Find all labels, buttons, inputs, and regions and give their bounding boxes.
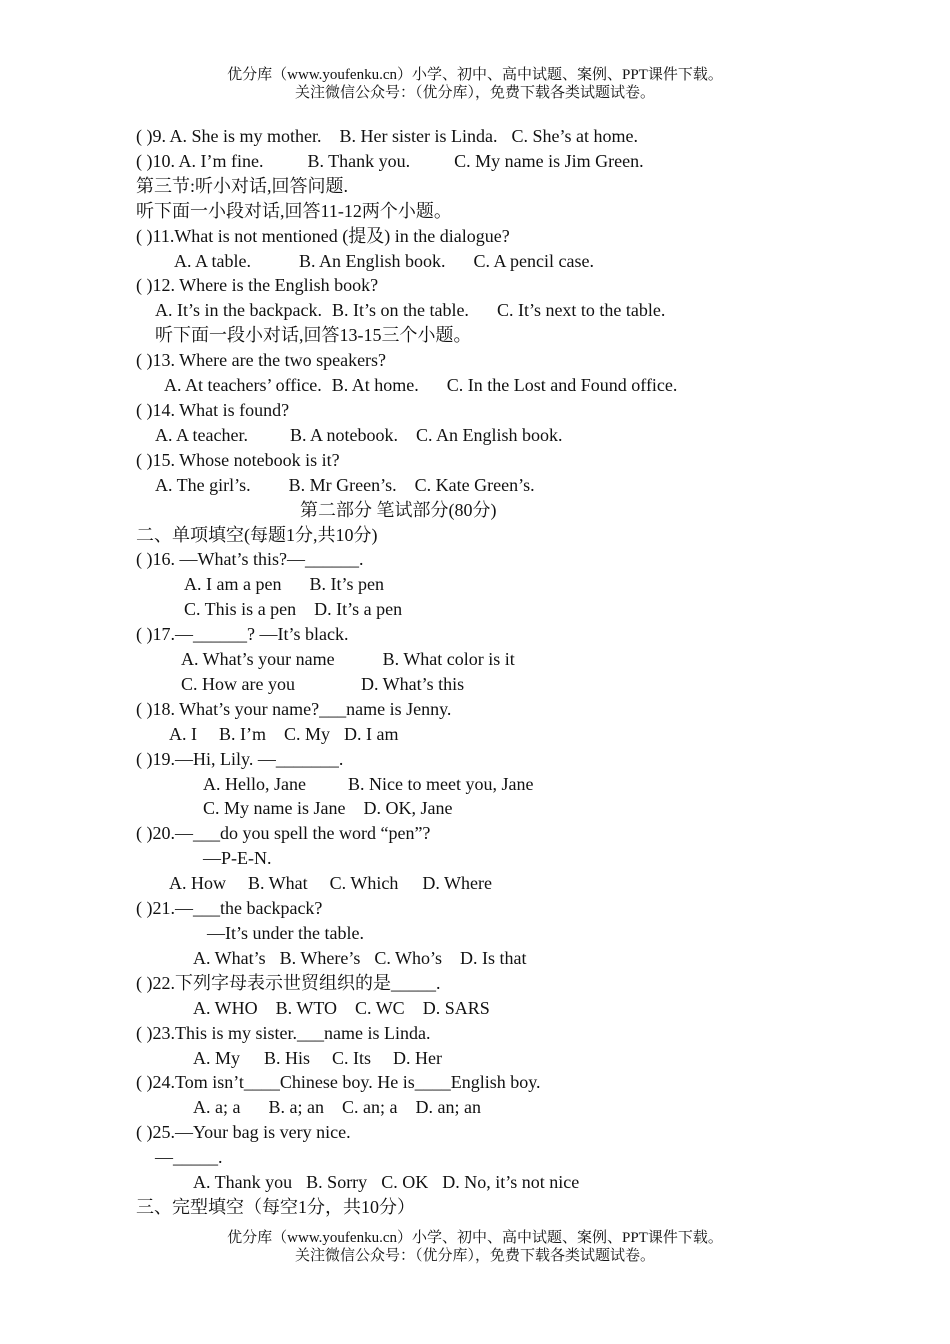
answer-option: C. OK [381,1172,429,1193]
exam-line [136,1195,836,1220]
exam-line [136,298,836,323]
answer-option: B. An English book. [299,250,446,271]
answer-option: D. an; an [415,1097,481,1118]
exam-line [136,174,836,199]
answer-option: B. Her sister is Linda. [339,126,498,146]
line-text: 第三节:听小对话,回答问题. [136,175,348,196]
answer-option: B. Sorry [306,1172,368,1193]
exam-line [136,1046,836,1071]
answer-option: C. Kate Green’s. [414,474,535,495]
answer-option: D. OK, Jane [363,798,453,819]
exam-line [136,373,836,398]
exam-line [136,622,836,647]
answer-option: B. WTO [275,997,338,1018]
answer-option: A. What’s your name [181,649,335,670]
exam-line [136,1095,836,1120]
answer-option: D. Is that [460,947,527,968]
line-text: 听下面一小段对话,回答11-12两个小题。 [136,200,452,221]
exam-line [136,124,836,149]
answer-option: C. It’s next to the table. [496,300,666,321]
answer-option: A. a; a [193,1097,241,1118]
answer-option: C. This is a pen [184,599,297,620]
exam-line [136,672,836,697]
answer-option: A. My [193,1047,241,1068]
exam-content [136,124,836,1220]
exam-line [136,273,836,298]
line-text: ( )17.—______? —It’s black. [136,624,349,645]
exam-line [136,996,836,1021]
exam-line [136,448,836,473]
answer-option: B. A notebook. [289,424,398,445]
answer-option: C. My name is Jim Green. [454,150,644,171]
line-text: ( )21.—___the backpack? [136,898,323,919]
footer-line-2: 关注微信公众号：（优分库），免费下载各类试题试卷。 [294,1248,655,1264]
exam-line [136,896,836,921]
exam-line [136,697,836,722]
exam-line [136,821,836,846]
exam-line [136,224,836,249]
answer-option: C. an; a [341,1097,398,1118]
answer-option: A. I am a pen [184,574,282,595]
line-text: ( )19.—Hi, Lily. —_______. [136,748,344,769]
exam-line [136,772,836,797]
answer-option: A. The girl’s. [155,474,251,495]
answer-option: D. No, it’s not nice [442,1172,580,1193]
answer-option: B. At home. [331,375,419,396]
answer-option: A. I [169,723,197,744]
answer-option: A. What’s [193,947,266,968]
line-text: ( )12. Where is the English book? [136,275,379,296]
answer-option: B. Mr Green’s. [288,474,397,495]
answer-option: B. What color is it [382,649,515,670]
exam-line [136,921,836,946]
line-text: ( )14. What is found? [136,399,290,420]
header-line-2: 关注微信公众号：（优分库），免费下载各类试题试卷。 [294,85,655,101]
answer-option: B. His [264,1047,311,1068]
answer-option: C. An English book. [416,424,563,445]
line-text: ( )15. Whose notebook is it? [136,449,340,470]
exam-line [136,1120,836,1145]
exam-line [136,971,836,996]
answer-option: A. WHO [193,997,258,1018]
answer-option: A. How [169,873,226,894]
answer-option: ( )9. A. She is my mother. [136,126,322,146]
line-text: ( )16. —What’s this?—______. [136,549,364,570]
page-header [0,66,950,102]
exam-line [136,647,836,672]
exam-line [136,796,836,821]
exam-line [136,1070,836,1095]
line-text: 第二部分 笔试部分(80分) [300,499,497,520]
line-text: 三、完型填空（每空1分，共10分） [136,1196,415,1217]
answer-option: A. Hello, Jane [203,773,306,794]
exam-line [136,1145,836,1170]
answer-option: D. Where [422,873,492,894]
answer-option: B. What [248,873,308,894]
page-footer [0,1229,950,1265]
line-text: ( )22.下列字母表示世贸组织的是_____. [136,972,441,993]
answer-option: B. Thank you. [307,150,411,171]
exam-line [136,946,836,971]
line-text: ( )18. What’s your name?___name is Jenny. [136,698,452,719]
line-text: 听下面一段小对话,回答13-15三个小题。 [155,325,472,346]
answer-option: C. In the Lost and Found office. [446,375,678,396]
line-text: ( )25.—Your bag is very nice. [136,1122,351,1143]
line-text: ( )24.Tom isn’t____Chinese boy. He is____English boy. [136,1072,541,1093]
answer-option: B. Where’s [279,947,361,968]
answer-option: D. SARS [422,997,490,1018]
exam-line [136,348,836,373]
exam-line [136,473,836,498]
answer-option: C. A pencil case. [473,250,594,271]
exam-line [136,547,836,572]
line-text: ( )11.What is not mentioned (提及) in the dialogue? [136,225,510,246]
answer-option: D. I am [344,723,399,744]
answer-option: C. She’s at home. [511,126,638,146]
answer-option: B. I’m [219,723,266,744]
footer-line-1: 优分库（www.youfenku.cn）小学、初中、高中试题、案例、PPT课件下载。 [227,1230,723,1246]
answer-option: C. Its [332,1047,372,1068]
exam-line [136,1170,836,1195]
answer-option: A. It’s in the backpack. [155,300,322,321]
line-text: —P-E-N. [203,848,272,869]
answer-option: A. At teachers’ office. [164,375,322,396]
line-text: ( )23.This is my sister.___name is Linda. [136,1022,431,1043]
exam-line [136,523,836,548]
exam-line [136,597,836,622]
line-text: ( )20.—___do you spell the word “pen”? [136,823,431,844]
answer-option: B. It’s on the table. [331,300,469,321]
answer-option: A. Thank you [193,1172,293,1193]
answer-option: C. Which [329,873,399,894]
header-line-1: 优分库（www.youfenku.cn）小学、初中、高中试题、案例、PPT课件下载。 [227,67,723,83]
exam-line [136,423,836,448]
exam-line [136,199,836,224]
line-text: ( )13. Where are the two speakers? [136,350,387,371]
exam-line [136,871,836,896]
line-text: —It’s under the table. [207,923,364,943]
answer-option: C. How are you [181,673,295,694]
answer-option: C. My [284,723,331,744]
answer-option: D. What’s this [360,673,465,694]
exam-line [136,572,836,597]
answer-option: B. a; an [268,1097,324,1118]
answer-option: B. It’s pen [309,574,384,595]
answer-option: A. A teacher. [155,424,248,445]
exam-line [136,323,836,348]
answer-option: C. WC [355,997,405,1018]
exam-line [136,149,836,174]
answer-option: D. Her [393,1047,443,1068]
answer-option: C. My name is Jane [203,798,346,819]
exam-line [136,846,836,871]
answer-option: C. Who’s [374,947,443,968]
exam-line [136,1021,836,1046]
exam-line [136,747,836,772]
exam-line [136,398,836,423]
answer-option: D. It’s a pen [314,599,403,620]
answer-option: ( )10. A. I’m fine. [136,150,264,171]
line-text: 二、单项填空(每题1分,共10分) [136,524,378,545]
answer-option: A. A table. [174,250,251,271]
line-text: —_____. [155,1147,223,1168]
exam-line [136,249,836,274]
answer-option: B. Nice to meet you, Jane [347,773,534,794]
exam-line [136,498,836,523]
exam-line [136,722,836,747]
